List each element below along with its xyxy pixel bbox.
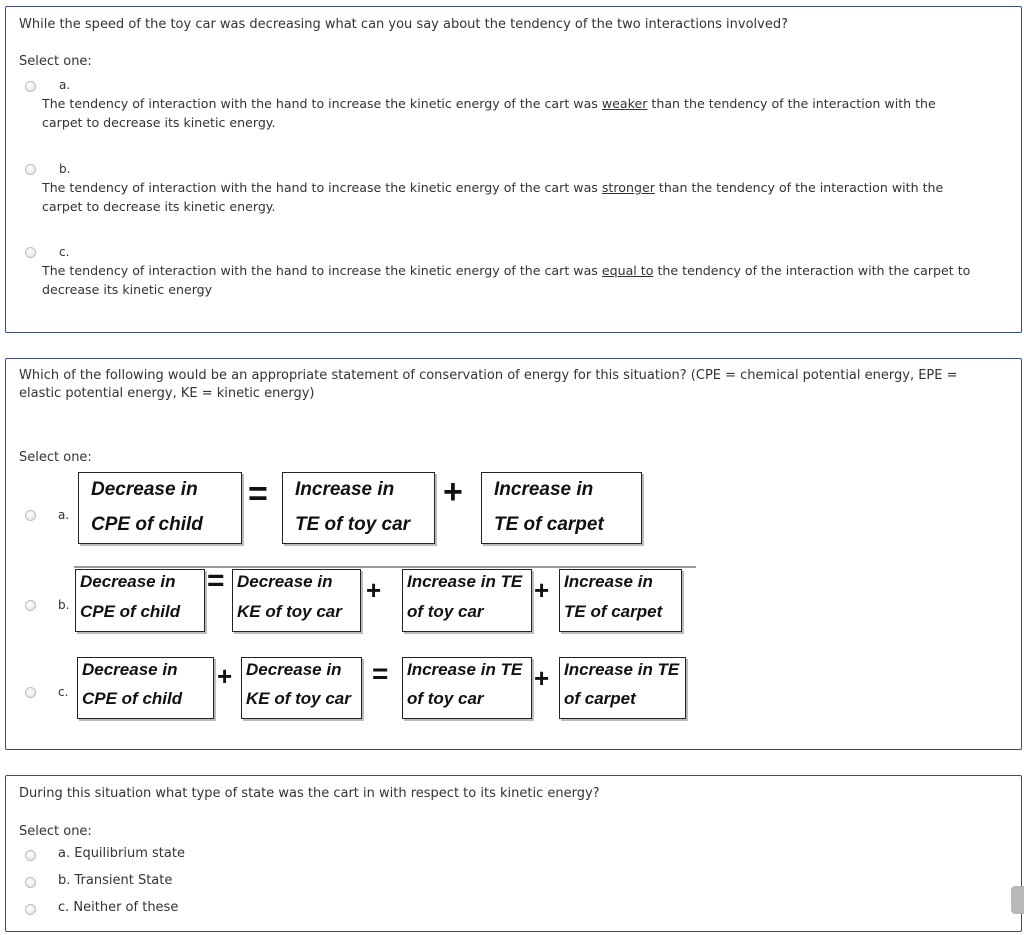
radio-button[interactable] [25, 164, 36, 175]
question-card-3 [5, 775, 1022, 932]
radio-button[interactable] [25, 904, 36, 915]
radio-button[interactable] [25, 877, 36, 888]
question-card-2 [5, 358, 1022, 750]
equation-box: Increase in TE of toy car [282, 472, 435, 544]
equals-sign: = [248, 475, 268, 513]
option-text: The tendency of interaction with the hand to increase the kinetic energy of the cart was weaker than the tendency of the interaction with the carpet to decrease its kinetic energy. [42, 96, 936, 130]
question-text: Which of the following would be an appropriate statement of conservation of energy for this situation? (CPE = chemical potential energy, EPE = elastic potential energy, KE = kinetic energy) [19, 368, 958, 401]
select-one-label: Select one: [19, 450, 92, 465]
plus-sign: + [443, 473, 463, 511]
option-letter: b. [58, 598, 70, 612]
option-letter: c. [58, 685, 69, 699]
question-card-1 [5, 6, 1022, 333]
select-one-label: Select one: [19, 824, 92, 839]
question-text: While the speed of the toy car was decreasing what can you say about the tendency of the two interactions involved? [19, 17, 788, 32]
option-text: c. Neither of these [58, 900, 179, 915]
equals-sign: = [372, 658, 389, 689]
radio-button[interactable] [25, 687, 36, 698]
emphasis: weaker [601, 96, 648, 111]
option-text: The tendency of interaction with the hand to increase the kinetic energy of the cart was equal to the tendency of the interaction with the carpet to decrease its kinetic energy [42, 263, 971, 297]
radio-button[interactable] [25, 510, 36, 521]
equation-box: Increase in TE of carpet [559, 569, 682, 632]
equation-box: Decrease in KE of toy car [232, 569, 361, 632]
plus-sign: + [366, 575, 382, 605]
option-letter: a. [59, 78, 71, 92]
select-one-label: Select one: [19, 54, 92, 69]
radio-button[interactable] [25, 247, 36, 258]
equation-box: Decrease in CPE of child [77, 657, 214, 719]
radio-button[interactable] [25, 81, 36, 92]
plus-sign: + [534, 575, 550, 605]
question-text: During this situation what type of state was the cart in with respect to its kinetic energy? [19, 786, 600, 801]
option-text: The tendency of interaction with the hand to increase the kinetic energy of the cart was stronger than the tendency of the interaction with the carpet to decrease its kinetic energy. [42, 180, 944, 214]
equals-sign: = [207, 564, 225, 597]
equation-box: Decrease in KE of toy car [241, 657, 362, 719]
option-text: a. Equilibrium state [58, 846, 185, 861]
equation-box: Decrease in CPE of child [78, 472, 242, 544]
equation-box: Increase in TE of carpet [559, 657, 686, 719]
option-text: b. Transient State [58, 873, 173, 888]
radio-button[interactable] [25, 600, 36, 611]
option-letter: c. [59, 245, 70, 259]
radio-button[interactable] [25, 850, 36, 861]
equation-box: Increase in TE of toy car [402, 569, 532, 632]
equation-box: Increase in TE of carpet [481, 472, 642, 544]
plus-sign: + [534, 663, 550, 693]
option-letter: a. [58, 508, 70, 522]
divider [74, 566, 696, 568]
emphasis: equal to [601, 263, 654, 278]
plus-sign: + [217, 661, 233, 691]
equation-box: Increase in TE of toy car [402, 657, 532, 719]
emphasis: stronger [601, 180, 655, 195]
option-letter: b. [59, 162, 71, 176]
scrollbar-thumb[interactable] [1011, 886, 1024, 914]
equation-box: Decrease in CPE of child [75, 569, 205, 632]
